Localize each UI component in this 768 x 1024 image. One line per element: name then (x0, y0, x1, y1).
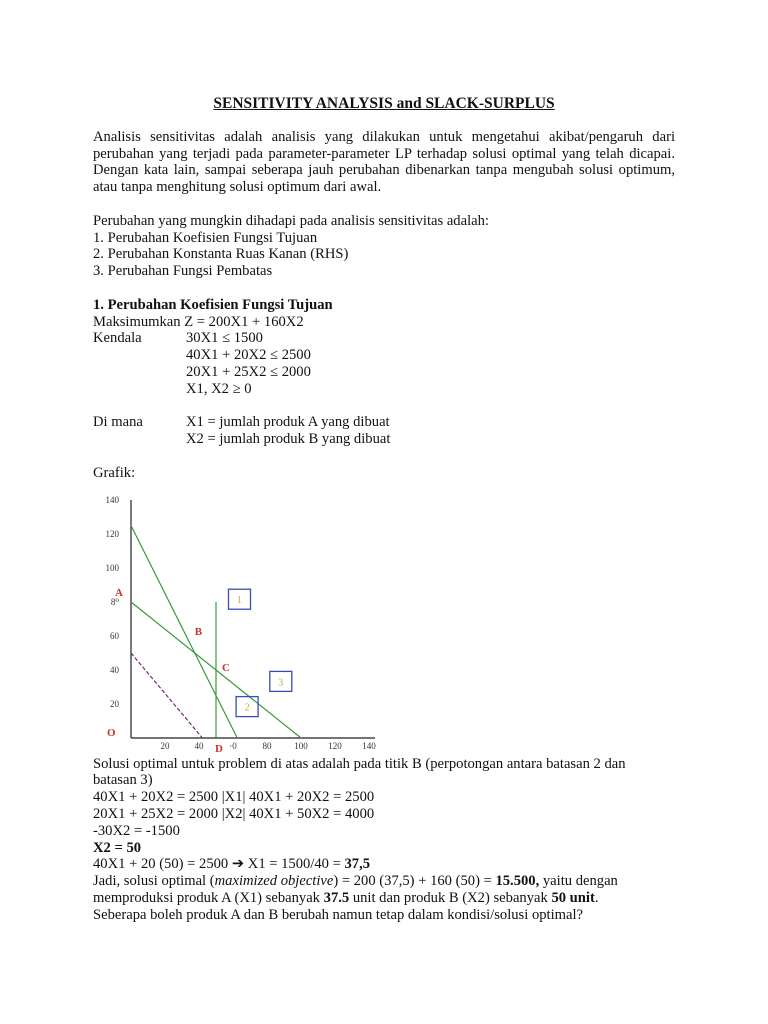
where-row (93, 414, 675, 431)
produce-b: 50 unit (551, 889, 595, 906)
constraint: X1, X2 ≥ 0 (186, 380, 252, 397)
solution-line: Solusi optimal untuk problem di atas adalah pada titik B (perpotongan antara batasan 2 dan (93, 755, 626, 772)
variable-definition: X2 = jumlah produk B yang dibuat (186, 431, 391, 448)
y-tick-label: 100 (105, 562, 119, 573)
constraints-label: Kendala (93, 330, 142, 347)
point-label-c: C (222, 661, 230, 674)
x-tick-label: 20 (160, 740, 170, 751)
y-tick-label: 8⁰ (110, 596, 119, 607)
produce-mid: unit dan produk B (X2) sebanyak (349, 889, 552, 906)
variable-definition: X1 = jumlah produk A yang dibuat (186, 414, 390, 431)
x-tick-label: 100 (294, 740, 308, 751)
constraint-line-3 (131, 602, 233, 684)
x1-value: 37,5 (344, 856, 371, 873)
produce-end: . (594, 889, 599, 906)
jadi-italic: maximized objective (214, 873, 334, 890)
constraint: 30X1 ≤ 1500 (186, 330, 263, 347)
optimal-solution (93, 873, 675, 890)
constraint: 40X1 + 20X2 ≤ 2500 (186, 347, 311, 364)
x-tick-label: 120 (328, 740, 342, 751)
lp-graph-svg (93, 484, 393, 756)
produce-start: memproduksi produk A (X1) sebanyak (93, 889, 324, 906)
x-tick-label: 140 (362, 740, 376, 751)
x2-result (93, 840, 675, 857)
x1-result (93, 856, 675, 873)
document-page (93, 96, 675, 924)
y-tick-label: 140 (105, 494, 119, 505)
production-line (93, 890, 675, 907)
jadi-start: Jadi, solusi optimal ( (93, 873, 215, 890)
point-label-d: D (215, 742, 223, 755)
constraint-box-label: 2 (244, 702, 250, 714)
point-label-a: A (115, 586, 123, 599)
x2-value: 50 (126, 839, 142, 856)
changes-intro: Perubahan yang mungkin dihadapi pada analisis sensitivitas adalah: (93, 212, 489, 229)
x-tick-label: ·0 (229, 740, 237, 751)
constraint-box-label: 3 (278, 676, 284, 688)
x1-equation: 40X1 + 20 (50) = 2500 (93, 856, 232, 873)
arrow-icon: ➔ (231, 855, 245, 873)
y-tick-label: 20 (110, 698, 119, 709)
point-label-b: B (194, 625, 203, 638)
intro-paragraph: Analisis sensitivitas adalah analisis yang dilakukan untuk mengetahui akibat/pengaruh dari perubahan yang terjadi pada parameter-parameter LP terhadap solusi optimal yang telah dicapai. Dengan kata lain, sampai seberapa jauh perubahan dibenarkan tanpa mengubah solusi optimum, atau tanpa menghitung solusi optimum dari awal. (93, 128, 675, 196)
objective-line (131, 653, 202, 738)
lp-graph (93, 484, 393, 756)
jadi-end: yaitu dengan (539, 873, 618, 890)
y-tick-label: 40 (110, 664, 119, 675)
y-tick-label: 60 (110, 630, 119, 641)
solution-line: 20X1 + 25X2 = 2000 |X2| 40X1 + 50X2 = 4000 (93, 805, 375, 822)
graph-label: Grafik: (93, 464, 136, 481)
origin-label: O (107, 726, 116, 739)
x-tick-label: 80 (262, 740, 272, 751)
solution-line: 40X1 + 20X2 = 2500 |X1| 40X1 + 20X2 = 2500 (93, 789, 375, 806)
y-tick-label: 120 (105, 528, 119, 539)
x1-calc: X1 = 1500/40 = (244, 856, 345, 873)
constraint-row (93, 330, 675, 347)
section-heading: 1. Perubahan Koefisien Fungsi Tujuan (93, 296, 333, 313)
constraint: 20X1 + 25X2 ≤ 2000 (186, 363, 311, 380)
document-title: SENSITIVITY ANALYSIS and SLACK-SURPLUS (213, 95, 555, 112)
solution-line: -30X2 = -1500 (93, 822, 180, 839)
change-item: 1. Perubahan Koefisien Fungsi Tujuan (93, 229, 318, 246)
x2-label: X2 = (93, 839, 127, 856)
solution-line: batasan 3) (93, 772, 153, 789)
jadi-mid: ) = 200 (37,5) + 160 (50) = (333, 873, 496, 890)
x-tick-label: 40 (194, 740, 204, 751)
change-item: 2. Perubahan Konstanta Ruas Kanan (RHS) (93, 246, 349, 263)
objective-function: Maksimumkan Z = 200X1 + 160X2 (93, 313, 304, 330)
question-line: Seberapa boleh produk A dan B berubah namun tetap dalam kondisi/solusi optimal? (93, 906, 584, 923)
constraint-line-2 (131, 525, 237, 738)
optimal-value: 15.500, (495, 873, 540, 890)
produce-a: 37.5 (323, 889, 350, 906)
change-item: 3. Perubahan Fungsi Pembatas (93, 263, 273, 280)
constraint-box-label: 1 (237, 594, 242, 606)
where-label: Di mana (93, 414, 143, 431)
